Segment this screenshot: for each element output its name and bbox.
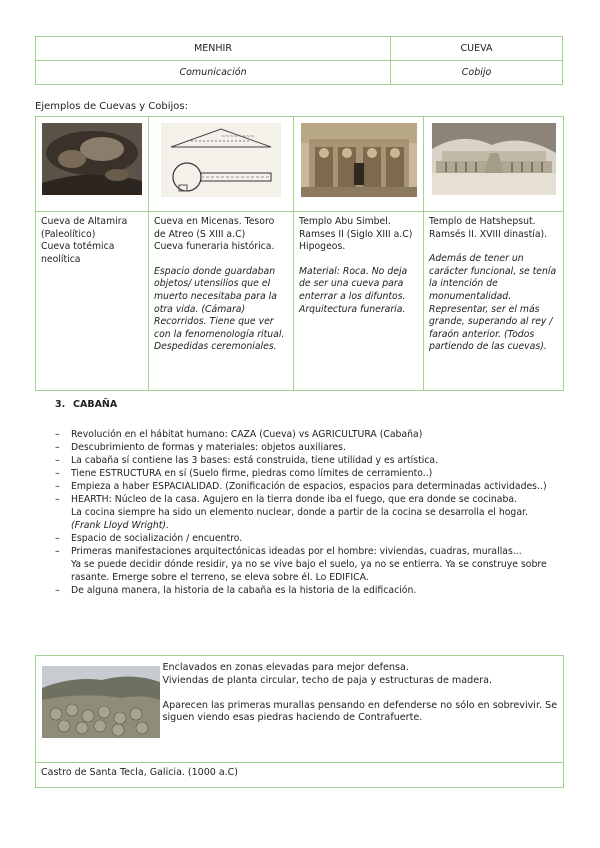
example-notes: Además de tener un carácter funcional, se tenía la intención de monumentalidad. Representar, ser el más grande, superando al rey / faraón anterior. (Todos partiendo de las cuevas). [429,253,557,353]
photo-cell [424,117,564,212]
header-menhir: MENHIR [36,37,391,61]
castro-santa-tecla-photo [42,666,160,738]
castro-line: Viviendas de planta circular, techo de paja y estructuras de madera. [162,674,492,686]
section-heading [55,399,117,410]
mycenae-plan-drawing [161,123,281,197]
example-text-hatshepsut [424,212,564,391]
bullet-item: – De alguna manera, la historia de la cabaña es la historia de la edificación. [55,585,417,596]
example-text-abu-simbel [294,212,424,391]
menhir-cueva-table [35,36,563,85]
bullet-item: – La cabaña sí contiene las 3 bases: está construida, tiene utilidad y es artística. [55,455,439,466]
example-line: Ramsés II. XVIII dinastía). [429,228,548,240]
example-line: Cueva funeraria histórica. [154,241,275,253]
castro-table [35,655,564,788]
photo-cell [149,117,294,212]
bullet-item: – Primeras manifestaciones arquitectónicas ideadas por el hombre: viviendas, cuadras, murallas... Ya se puede decidir dónde residir, ya no se vive bajo el suelo, ya no se entierra. Ya se construye sobre rasante. Emerge sobre el terreno, se eleva sobre él. Lo EDIFICA. [55,545,575,584]
bullet-text: Empieza a haber ESPACIALIDAD. (Zonificación de espacios, espacios para determinadas actividades..) [71,481,547,492]
castro-line: Enclavados en zonas elevadas para mejor defensa. [162,662,409,673]
photo-cell [294,117,424,212]
bullet-item: – Revolución en el hábitat humano: CAZA (Cueva) vs AGRICULTURA (Cabaña) [55,429,423,440]
hatshepsut-temple-photo [432,123,556,195]
example-line: Cueva en Micenas. Tesoro [154,216,275,227]
castro-caption: Castro de Santa Tecla, Galicia. (1000 a.C) [36,763,564,788]
example-line: neolítica [41,253,81,265]
section-number: 3. [55,399,66,410]
example-line: Templo Abu Simbel. [299,216,391,227]
bullet-list [55,428,575,597]
bullet-text: Espacio de socialización / encuentro. [71,533,243,544]
bullet-item: – Espacio de socialización / encuentro. [55,533,243,544]
castro-description [163,656,564,763]
examples-caption: Ejemplos de Cuevas y Cobijos: [35,101,189,112]
abu-simbel-photo [301,123,417,197]
example-line: Ramses II (Siglo XIII a.C) [299,228,413,240]
example-line: Cueva de Altamira [41,216,128,227]
bullet-item: – Tiene ESTRUCTURA en sí (Suelo firme, piedras como límites de cerramiento..) [55,468,433,479]
bullet-item: – HEARTH: Núcleo de la casa. Agujero en la tierra donde iba el fuego, que era donde se cocinaba. La cocina siempre ha sido un elemento nuclear, donde a partir de la cocina se desarrolla el hogar. (Frank Lloyd Wright). [55,493,575,532]
bullet-item: – Descubrimiento de formas y materiales: objetos auxiliares. [55,442,346,453]
header-cueva: CUEVA [391,37,563,61]
bullet-continuation: Ya se puede decidir dónde residir, ya no se vive bajo el suelo, ya no se entierra. Ya se construye sobre rasante. Emerge sobre el terreno, se eleva sobre él. Lo EDIFICA. [71,559,547,583]
castro-line: Aparecen las primeras murallas pensando en defenderse no sólo en sobrevivir. Se siguen viendo esas piedras haciendo de Contrafuerte. [162,699,558,724]
bullet-continuation: La cocina siempre ha sido un elemento nuclear, donde a partir de la cocina se desarrolla el hogar. [71,507,528,518]
castro-photo-cell [36,656,163,763]
example-line: Cueva totémica [41,241,115,253]
bullet-text: Revolución en el hábitat humano: CAZA (Cueva) vs AGRICULTURA (Cabaña) [71,429,423,440]
example-line: Templo de Hatshepsut. [429,216,536,227]
example-text-altamira [36,212,149,391]
example-notes: Espacio donde guardaban objetos/ utensilios que el muerto necesitaba para la otra vida. (Cámara) Recorridos. Tiene que ver con la fenomenología ritual. Despedidas ceremoniales. [154,265,285,353]
example-line: de Atreo (S XIII a.C) [154,228,246,240]
photo-cell [36,117,149,212]
bullet-text: Primeras manifestaciones arquitectónicas ideadas por el hombre: viviendas, cuadras, murallas... [71,546,522,557]
example-text-micenas [149,212,294,391]
value-menhir: Comunicación [36,61,391,85]
example-line: (Paleolítico) [41,228,96,240]
bullet-text: La cabaña sí contiene las 3 bases: está construida, tiene utilidad y es artística. [71,455,439,466]
value-cueva: Cobijo [391,61,563,85]
example-notes: Material: Roca. No deja de ser una cueva para enterrar a los difuntos. Arquitectura funeraria. [299,265,408,315]
bullet-text: HEARTH: Núcleo de la casa. Agujero en la tierra donde iba el fuego, que era donde se cocinaba. [71,494,518,505]
altamira-cave-photo [42,123,142,195]
bullet-continuation: (Frank Lloyd Wright). [71,520,169,531]
examples-table [35,116,564,391]
svg-text:~~~~~~~~: ~~~~~~~~ [221,134,255,140]
bullet-text: Tiene ESTRUCTURA en sí (Suelo firme, piedras como límites de cerramiento..) [71,468,433,479]
bullet-item: – Empieza a haber ESPACIALIDAD. (Zonificación de espacios, espacios para determinadas actividades..) [55,481,547,492]
bullet-text: De alguna manera, la historia de la cabaña es la historia de la edificación. [71,585,417,596]
example-line: Hipogeos. [299,241,346,253]
section-title: CABAÑA [73,399,118,410]
bullet-text: Descubrimiento de formas y materiales: objetos auxiliares. [71,442,346,453]
